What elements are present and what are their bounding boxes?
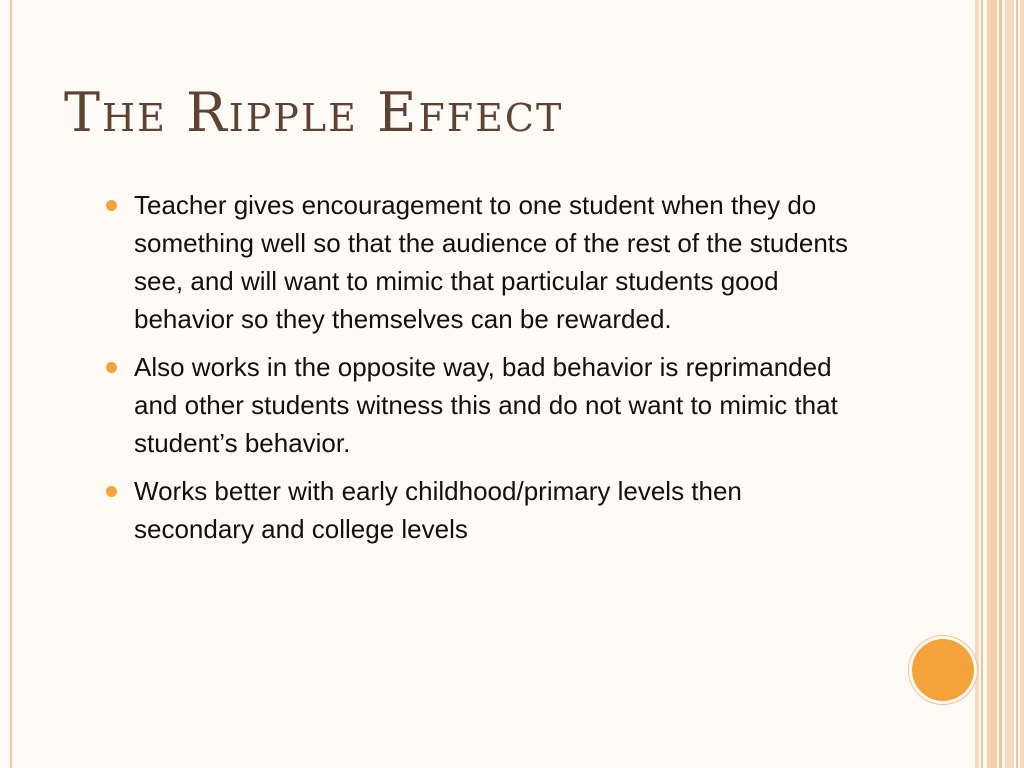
bullet-text: Also works in the opposite way, bad behavior is reprimanded and other students witness this and do not want to mimic that student’s behavior. (134, 352, 838, 458)
stripe (1016, 0, 1018, 768)
bullet-item (104, 348, 864, 462)
stripe (975, 0, 979, 768)
orange-circle-icon (912, 639, 974, 701)
bullet-item (104, 472, 864, 548)
stripe (1020, 0, 1024, 768)
decorative-stripes (975, 0, 1024, 768)
bullet-item (104, 186, 864, 338)
stripe (981, 0, 983, 768)
stripe (999, 0, 1002, 768)
stripe (1005, 0, 1014, 768)
bullet-text: Works better with early childhood/primary levels then secondary and college levels (134, 476, 742, 544)
bullet-text: Teacher gives encouragement to one student when they do something well so that the audience of the rest of the students see, and will want to mimic that particular students good behavior so they themselves can be rewarded. (134, 190, 848, 334)
bullet-icon (106, 362, 117, 373)
left-border-line (10, 0, 12, 768)
bullet-list (104, 186, 864, 558)
slide-title: The Ripple Effect (64, 81, 564, 144)
bullet-icon (106, 200, 117, 211)
bullet-icon (106, 486, 117, 497)
stripe (987, 0, 997, 768)
